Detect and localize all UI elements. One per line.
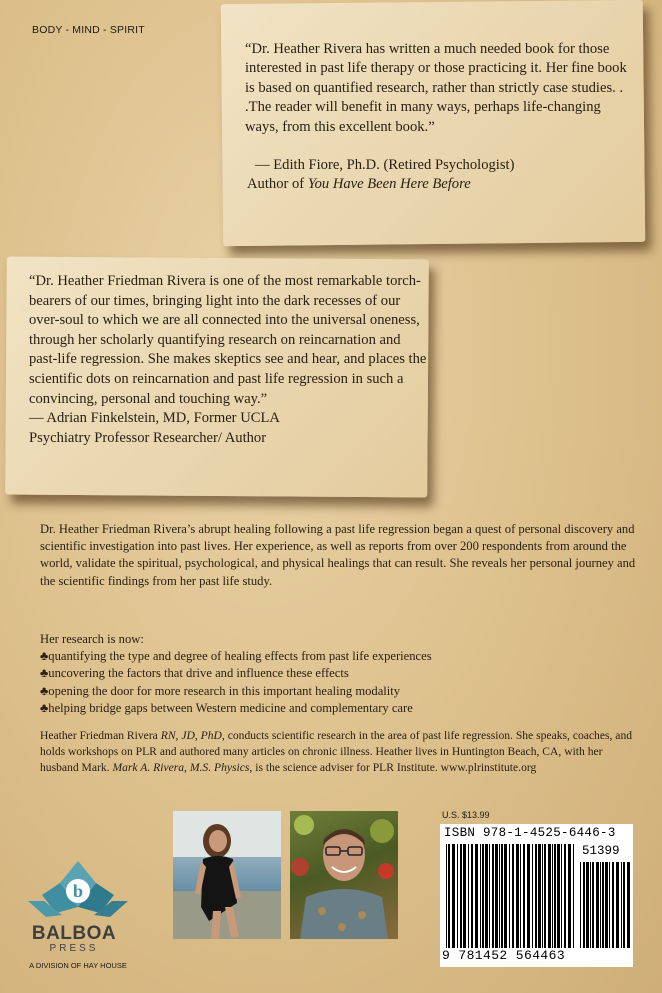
list-item: ♣ helping bridge gaps between Western medicine and complementary care [40,700,640,717]
book-blurb: Dr. Heather Friedman Rivera’s abrupt healing following a past life regression began a quest of personal discovery and scientific investigation into past lives. Her experience, as well as reports from over 200 respondents from around the world, validate the spiritual, psychological, and physical healings that can result. She reveals her personal journey and the scientific findings from her past life study. [40,522,636,588]
publisher-name: BALBOA [31,923,117,944]
author-prefix: Author of [247,176,305,193]
lotus-icon [22,855,134,925]
isbn-text: ISBN 978-1-4525-6446-3 [444,826,616,840]
ean-barcode-bars [446,844,576,948]
husband-name: Mark A. Rivera, M.S. Physics [112,761,250,774]
addon-code: 51399 [582,844,620,858]
bio-text-2: , is the science adviser for PLR Institute. www.plrinstitute.org [249,761,537,774]
author-photo [173,811,281,939]
quote-text: “Dr. Heather Rivera has written a much needed book for those interested in past life therapy or those practicing it. Her fine book is based on quantified research, rather than strictly case studies. . .The reader will benefit in many ways, perhaps life-changing ways, from this excellent book.” [245,41,627,135]
author-credentials: RN, JD, PhD [160,729,222,742]
research-list [40,631,640,717]
husband-photo [290,811,398,939]
list-item: ♣ opening the door for more research in this important healing modality [40,683,640,700]
price-label: U.S. $13.99 [442,810,490,820]
endorsement-quote-finkelstein [29,272,427,448]
research-intro: Her research is now: [40,632,144,646]
endorsement-quote-fiore [245,40,637,195]
publisher-press: PRESS [49,943,99,954]
quote-text: “Dr. Heather Friedman Rivera is one of the most remarkable torch-bearers of our times, bringing light into the dark recesses of our over-soul to which we are all connected into the universal oneness, through her scholarly quantifying research on reincarnation and past-life regression. She makes skeptics see and hear, and places the scientific dots on reincarnation and past life regression in such a convincing, personal and touching way.” [29,273,427,407]
quote-attribution: — Edith Fiore, Ph.D. (Retired Psychologist) [255,157,515,174]
quote-author-line [245,175,637,194]
svg-text:b: b [72,881,84,901]
list-item: ♣ uncovering the factors that drive and influence these effects [40,665,640,682]
barcode [440,824,633,967]
bio-text: , conducts scientific research in the area of past life regression. She speaks, coaches, and holds workshops on PLR and authored many articles on chronic illness. Heather lives in Huntington Beach, CA, with her husband Mark. [40,729,633,774]
author-name: Heather Friedman Rivera [40,729,158,742]
publisher-logo [18,855,138,975]
quote-attribution: — Adrian Finkelstein, MD, Former UCLA [29,410,280,427]
genre-label: BODY - MIND - SPIRIT [32,24,145,36]
list-item: ♣ quantifying the type and degree of healing effects from past life experiences [40,648,640,665]
quote-attribution-title: Psychiatry Professor Researcher/ Author [29,429,267,446]
publisher-division: A DIVISION OF HAY HOUSE [29,961,127,970]
author-bio [40,728,640,776]
ean-number: 9 781452 564463 [442,948,566,963]
addon-barcode-bars [580,862,630,948]
book-title: You Have Been Here Before [307,176,471,193]
